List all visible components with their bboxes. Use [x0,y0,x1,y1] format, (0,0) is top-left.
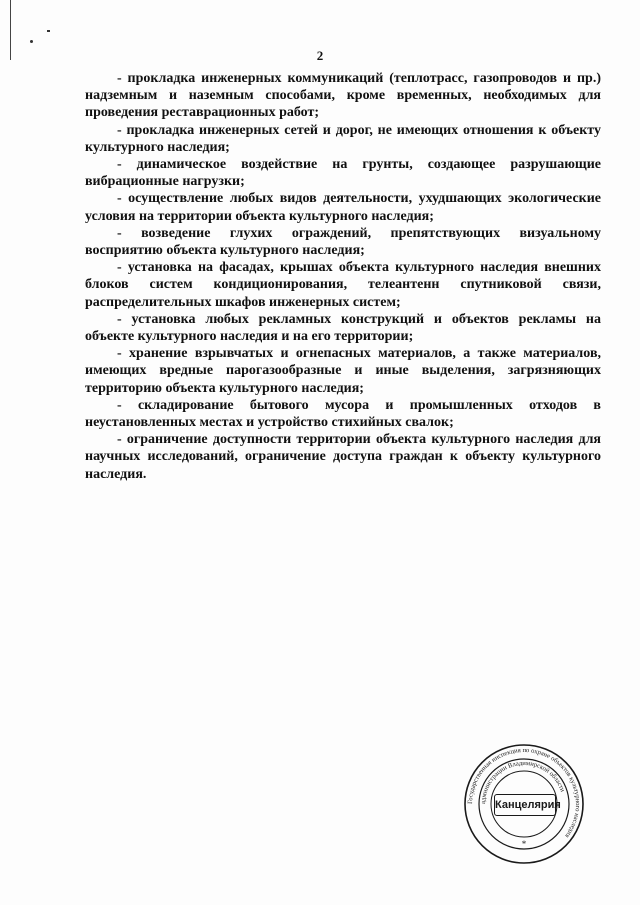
scan-artifact-dot [47,30,50,32]
restriction-paragraph: - динамическое воздействие на грунты, создающее разрушающие вибрационные нагрузки; [85,157,601,190]
restriction-paragraph: - установка любых рекламных конструкций и объектов рекламы на объекте культурного наследия и на его территории; [85,311,601,345]
scan-artifact-dot [30,40,33,43]
document-body [85,70,601,483]
restriction-paragraph: - ограничение доступности территории объекта культурного наследия для научных исследований, ограничение доступа граждан к объекту культурного наследия. [85,432,601,482]
stamp-outer-text: Государственная инспекция по охране объектов культурного наследия [466,746,582,840]
page-number: 2 [316,48,324,63]
restriction-paragraph: - складирование бытового мусора и промышленных отходов в неустановленных местах и устройство стихийных свалок; [85,397,601,431]
official-stamp [463,743,585,865]
restriction-paragraph: - возведение глухих ограждений, препятствующих визуальному восприятию объекта культурного наследия; [85,225,601,259]
stamp-label: Канцелярия [494,794,556,816]
restriction-paragraph: - установка на фасадах, крышах объекта культурного наследия внешних блоков систем кондиционирования, телеантенн спутниковой связи, распределительных шкафов инженерных систем; [85,260,601,310]
stamp-inner-text: администрации Владимирской области [479,759,566,805]
restriction-paragraph: - прокладка инженерных сетей и дорог, не имеющих отношения к объекту культурного наследия; [85,122,601,155]
restriction-paragraph: - хранение взрывчатых и огнепасных материалов, а также материалов, имеющих вредные парогазообразные и иные выделения, загрязняющих территорию объекта культурного наследия; [85,346,601,396]
restriction-paragraph: - прокладка инженерных коммуникаций (теплотрасс, газопроводов и пр.) надземным и наземным способами, кроме временных, необходимых для проведения реставрационных работ; [85,71,601,121]
stamp-star-mark: * [521,839,527,849]
restriction-paragraph: - осуществление любых видов деятельности, ухудшающих экологические условия на территории объекта культурного наследия; [85,191,601,224]
